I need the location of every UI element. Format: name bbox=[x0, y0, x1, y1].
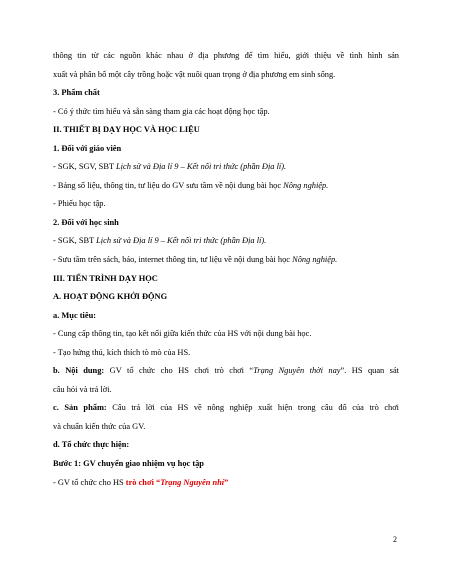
paragraph-line: b. Nội dung: GV tổ chức cho HS chơi trò chơi “Trạng Nguyên thời nay”. HS quan sát bbox=[53, 366, 399, 376]
list-item: - Phiếu học tập. bbox=[53, 199, 106, 209]
heading-to-chuc: d. Tổ chức thực hiện: bbox=[53, 440, 130, 450]
page-content bbox=[53, 47, 399, 492]
list-item: - SGK, SBT Lịch sử và Địa lí 9 – Kết nối tri thức (phần Địa lí). bbox=[53, 236, 267, 246]
list-item: - Cung cấp thông tin, tạo kết nối giữa kiến thức của HS với nội dung bài học. bbox=[53, 329, 312, 339]
list-item: - Sưu tầm trên sách, báo, internet thông tin, tư liệu về nội dung bài học Nông nghiệp. bbox=[53, 255, 338, 265]
heading-section-iii: III. TIẾN TRÌNH DẠY HỌC bbox=[53, 273, 158, 283]
paragraph-line: câu hỏi và trả lời. bbox=[53, 384, 112, 394]
heading-buoc-1: Bước 1: GV chuyển giao nhiệm vụ học tập bbox=[53, 459, 204, 469]
list-item: - Bảng số liệu, thông tin, tư liệu do GV sưu tầm về nội dung bài học Nông nghiệp. bbox=[53, 180, 329, 190]
heading-hoc-sinh: 2. Đối với học sinh bbox=[53, 217, 119, 227]
list-item: - SGK, SGV, SBT Lịch sử và Địa lí 9 – Kết nối tri thức (phần Địa lí). bbox=[53, 162, 287, 172]
paragraph-line: - Có ý thức tìm hiểu và sẵn sàng tham gia các hoạt động học tập. bbox=[53, 106, 270, 116]
heading-pham-chat: 3. Phẩm chất bbox=[53, 88, 100, 98]
list-item: - GV tổ chức cho HS trò chơi “Trạng Nguyên nhí” bbox=[53, 477, 229, 487]
heading-muc-tieu: a. Mục tiêu: bbox=[53, 310, 97, 320]
paragraph-line: thông tin từ các nguồn khác nhau ở địa phương để tìm hiểu, giới thiệu về tình hình sản bbox=[53, 51, 399, 60]
heading-section-ii: II. THIẾT BỊ DẠY HỌC VÀ HỌC LIỆU bbox=[53, 125, 200, 135]
heading-section-a: A. HOẠT ĐỘNG KHỞI ĐỘNG bbox=[53, 292, 168, 302]
heading-giao-vien: 1. Đối với giáo viên bbox=[53, 143, 122, 153]
paragraph-line: và chuẩn kiến thức của GV. bbox=[53, 421, 146, 431]
paragraph-line: c. Sản phẩm: Câu trả lời của HS về nông nghiệp xuất hiện trong câu đố của trò chơi bbox=[53, 403, 399, 413]
list-item: - Tạo hứng thú, kích thích tò mò của HS. bbox=[53, 347, 191, 357]
paragraph-line: xuất và phân bố một cây trồng hoặc vật nuôi quan trọng ở địa phương em sinh sống. bbox=[53, 69, 336, 79]
page-number: 2 bbox=[393, 535, 397, 544]
